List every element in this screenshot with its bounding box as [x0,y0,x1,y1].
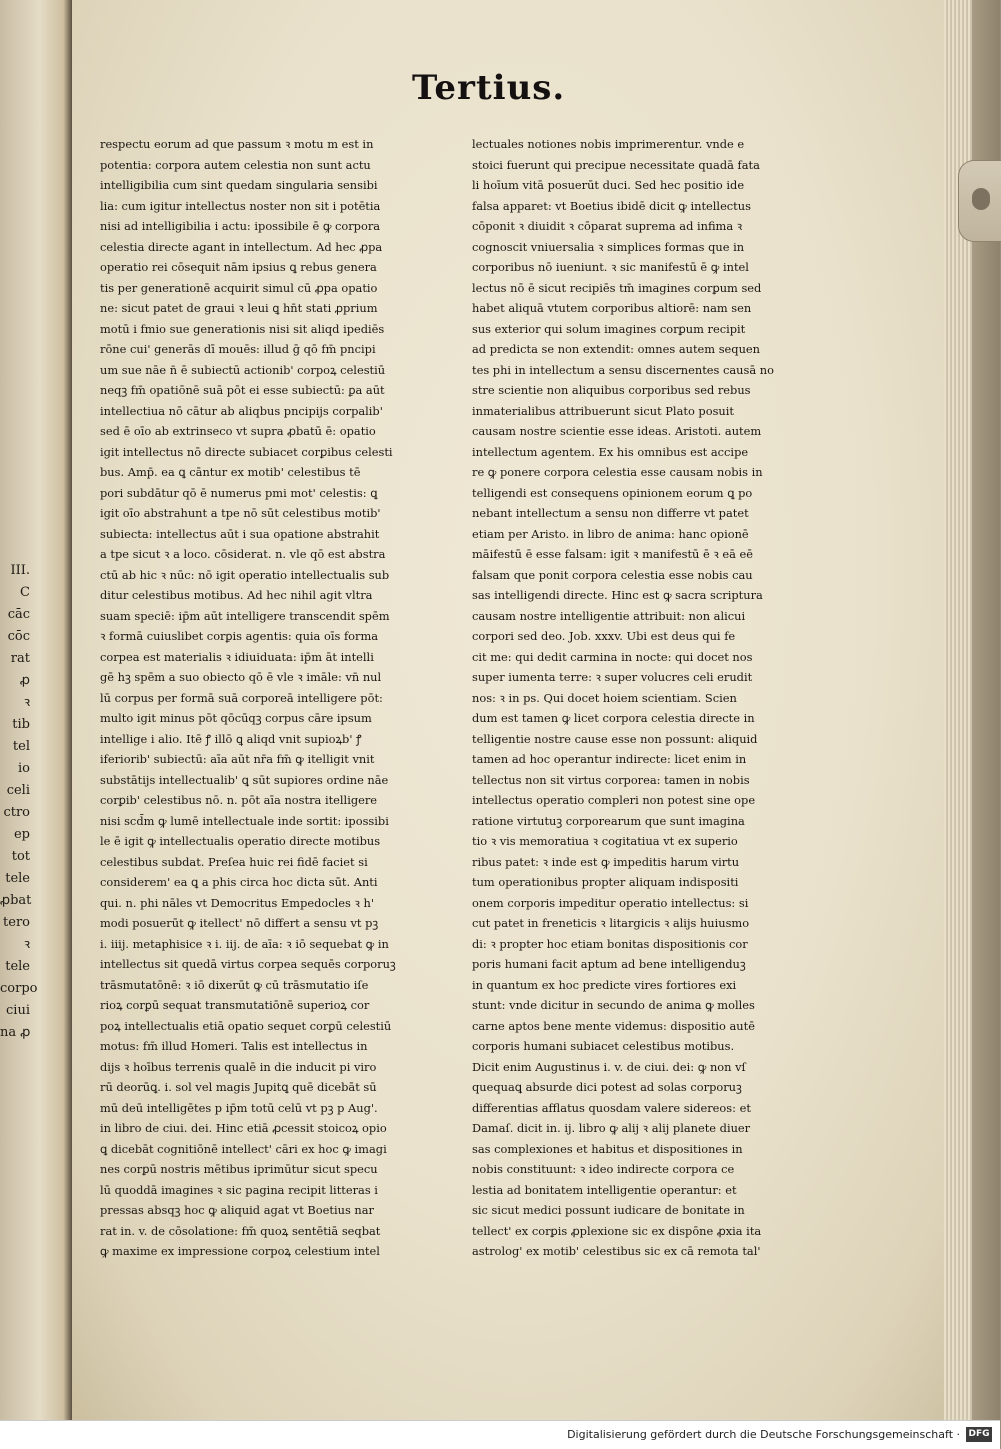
text-line: suam speciē: ip̄m aūt intelligere transcendit spēm [100,608,390,623]
fragment-line: ꝓbat [0,893,32,908]
text-line: quequaꝗ absurde dici potest ad solas corporuꝫ [472,1080,742,1094]
text-line: nebant intellectum a sensu non differre vt patet [472,506,749,520]
fragment-line: tel [12,739,30,754]
fragment-line: ep [13,827,30,842]
text-line: lectuales notiones nobis imprimerentur. vnde e [472,137,745,151]
text-line: pori subdātur qō ē numerus pmi mot' celestis: ꝗ [100,485,378,500]
text-line: stunt: vnde dicitur in secundo de anima ꝙ molles [472,998,755,1012]
dfg-logo: DFG [966,1427,992,1442]
text-line: ditur celestibus motibus. Ad hec nihil agit vltra [100,588,373,602]
text-line: operatio rei cōsequit nām ipsius ꝗ rebus genera [100,260,377,274]
text-line: ad predicta se non extendit: omnes autem sequen [472,342,760,356]
text-line: ꝙ maxime ex impressione corpoꝝ celestium intel [100,1244,380,1258]
text-line: ne: sicut patet de graui ꝛ leui ꝗ hn̄t stati ꝓprium [100,301,378,315]
text-line: māifestū ē esse falsam: igit ꝛ manifestū ē ꝛ eā eē [472,547,753,561]
text-line: sas complexiones et habitus et dispositiones in [472,1141,743,1156]
fragment-line: ctro [3,805,30,820]
text-line: substātijs intellectualib' ꝗ sūt supiores ordine nāe [100,772,389,787]
text-line: dijs ꝛ hoībus terrenis qualē in die inducit pi viro [100,1059,377,1074]
text-line: trāsmutatōnē: ꝛ iō dixerūt ꝙ cū trāsmutatio iſe [100,977,369,992]
text-line: iferiorib' subiectū: aīa aūt nr̄a fm̄ ꝙ itelligit vnit [100,752,375,766]
facing-page-edge [0,0,74,1420]
text-line: qui. n. phi nāles vt Democritus Empedocles ꝛ h' [100,895,374,910]
text-line: lectus nō ē sicut recipiēs tm̄ imagines corꝑum sed [472,280,762,295]
running-header: Tertius. [412,68,566,108]
fragment-line: C [20,585,30,600]
text-line: nos: ꝛ in ps. Qui docet hoiem scientiam. Scien [472,690,737,705]
text-line: i. iiij. metaphisice ꝛ i. iij. de aīa: ꝛ iō sequebat ꝙ in [100,936,389,951]
text-line: subiecta: intellectus aūt i sua opatione abstrahit [100,526,380,541]
fragment-line: tele [5,959,30,974]
text-line: potentia: corpora autem celestia non sunt actu [100,157,371,172]
text-line: celestibus subdat. Preſea huic rei fidē faciet si [100,854,368,869]
text-line: tamen ad hoc operantur indirecte: licet enim in [472,752,747,766]
text-line: carne aptos bene mente videmus: dispositio autē [472,1018,755,1033]
text-line: motus: fm̄ illud Homeri. Talis est intellectus in [100,1039,368,1053]
fragment-line: cāc [7,607,30,622]
text-line: nisi ad intelligibilia i actu: ipossibile ē ꝙ corpora [100,219,381,233]
text-line: corꝑib' celestibus nō. n. pōt aīa nostra itelligere [100,793,378,807]
fragment-line: ꝛ [23,937,30,952]
text-line: tes phi in intellectum a sensu discernentes causā no [472,362,774,377]
text-line: differentias afflatus quosdam valere sidereos: et [472,1100,751,1115]
text-line: cut patet in freneticis ꝛ litargicis ꝛ alijs huiusmo [472,916,750,930]
text-line: telligentie nostre cause esse non possunt: aliquid [472,731,758,746]
text-line: tellectus non sit virtus corporea: tamen in nobis [472,772,750,787]
text-line: intellectiua nō cātur ab aliqbus pncipijs corpalib' [100,403,383,418]
text-line: cognoscit vniuersalia ꝛ simplices formas que in [472,239,745,254]
text-line: ꝛ formā cuiuslibet corꝑis agentis: quia oīs forma [100,629,379,643]
text-line: poris humani facit aptum ad bene intelligenduꝫ [472,957,746,971]
text-line: corporis humani subiacet celestibus motibus. [472,1039,735,1053]
text-line: stre scientie non aliquibus corporibus sed rebus [472,383,751,397]
text-line: corpea est materialis ꝛ idiuiduata: ip̄m āt intelli [100,649,374,664]
fragment-line: ꝛ [23,695,30,710]
text-line: tis per generationē acquirit simul cū ꝓpa opatio [100,280,378,295]
fragment-line: celi [6,783,30,798]
text-line: dum est tamen ꝙ licet corpora celestia directe in [472,711,755,725]
text-line: astrolog' ex motib' celestibus sic ex cā remota tal' [472,1244,761,1258]
text-line: ꝗ dicebāt cognitiōnē intellect' cāri ex hoc ꝙ imagi [100,1141,387,1156]
text-line: intellectus operatio compleri non potest sine ope [472,793,756,807]
text-line: cōponit ꝛ diuidit ꝛ cōparat suprema ad infima ꝛ [472,219,743,233]
fragment-line: ciui [6,1003,30,1018]
facing-page-text-fragments [0,560,38,1044]
text-line: sus exterior qui solum imagines corꝑum recipit [472,321,746,336]
text-line: causam nostre intelligentie attribuit: non alicui [472,608,746,623]
text-line: igit oīo abstrahunt a tpe nō sūt celestibus motib' [100,506,381,520]
text-line: falsam que ponit corpora celestia esse nobis cau [472,567,753,582]
text-line: ratione virtutuꝫ corporearum que sunt imagina [472,813,745,828]
text-line: super iumenta terre: ꝛ super volucres celi erudit [472,670,753,684]
text-line: rat in. v. de cōsolatione: fm̄ quoꝝ sentētiā seqbat [100,1223,381,1238]
text-line: nobis constituunt: ꝛ ideo indirecte corpora ce [472,1162,735,1176]
fragment-line: tero [3,915,30,930]
text-column-left [100,134,430,1262]
text-line: sas intelligendi directe. Hinc est ꝙ sacra scriptura [472,588,763,602]
text-line: celestia directe agant in intellectum. Ad hec ꝓpa [100,239,383,254]
digitization-footer [0,1420,1000,1449]
text-line: cit me: qui dedit carmina in nocte: qui docet nos [472,649,753,664]
text-line: igit intellectus nō directe subiacet corꝑibus celesti [100,444,393,459]
text-line: considerem' ea ꝗ a phis circa hoc dicta sūt. Anti [100,875,378,889]
fragment-line: tot [11,849,30,864]
text-line: poꝝ intellectualis etiā opatio sequet corꝑū celestiū [100,1018,392,1033]
text-line: di: ꝛ propter hoc etiam bonitas dispositionis cor [472,936,748,951]
fragment-line: tele [5,871,30,886]
text-line: in libro de ciui. dei. Hinc etiā ꝓcessit stoicoꝝ opio [100,1121,387,1135]
fragment-line: ꝓ [19,673,30,688]
text-line: tum operationibus propter aliquam indispositi [472,875,739,889]
text-line: in quantum ex hoc predicte vires fortiores exi [472,977,737,992]
text-line: stoici fuerunt qui precipue necessitate quadā fata [472,157,760,172]
text-line: gē hꝫ spēm a suo obiecto qō ē vle ꝛ imāle: vn̄ nul [100,670,382,684]
text-line: habet aliquā vtutem corporibus altiorē: nam sen [472,301,752,315]
text-line: rū deorūꝗ. i. sol vel magis Jupitꝗ quē dicebāt sū [100,1080,377,1094]
text-line: modi posuerūt ꝙ itellect' nō differt a sensu vt pꝫ [100,916,379,930]
fragment-line: cōc [7,629,30,644]
text-line: lestia ad bonitatem intelligentie operantur: et [472,1182,737,1197]
fragment-line: rat [10,651,30,666]
text-column-right [472,134,802,1262]
bookmark-hole [972,188,990,210]
text-line: intellectum agentem. Ex his omnibus est accipe [472,444,749,459]
text-line: pressas absqꝫ hoc ꝙ aliquid agat vt Boetius nar [100,1203,374,1217]
text-line: tio ꝛ vis memoratiua ꝛ cogitatiua vt ex superio [472,834,738,848]
text-line: intelligibilia cum sint quedam singularia sensibi [100,178,378,192]
text-line: causam nostre scientie esse ideas. Aristoti. autem [472,424,762,438]
text-line: inmaterialibus attribuerunt sicut Plato posuit [472,403,734,418]
text-line: a tpe sicut ꝛ a loco. cōsiderat. n. vle qō est abstra [100,547,386,561]
text-line: ctū ab hic ꝛ nūc: nō igit operatio intellectualis sub [100,567,390,582]
text-line: motū i fmio sue generationis nisi sit aliqd ipediēs [100,321,385,336]
fragment-line: io [18,761,30,776]
text-line: ribus patet: ꝛ inde est ꝙ impeditis harum virtu [472,854,740,869]
text-line: lia: cum igitur intellectus noster non sit i potētia [100,198,381,213]
fragment-line: tib [12,717,30,732]
text-line: li hoīum vitā posuerūt duci. Sed hec positio ide [472,178,745,192]
text-line: lū quoddā imagines ꝛ sic pagina recipit litteras i [100,1182,378,1197]
text-line: falsa apparet: vt Boetius ibidē dicit ꝙ intellectus [472,198,751,213]
text-line: rōne cui' generās dī mouēs: illud ḡ qō fm̄ pncipi [100,342,376,356]
text-line: rioꝝ corꝑū sequat transmutatiōnē superioꝝ cor [100,998,370,1012]
text-line: intellectus sit quedā virtus corpea sequēs corporuꝫ [100,957,396,971]
fragment-line: III. [10,563,30,578]
text-line: corporibus nō iueniunt. ꝛ sic manifestū ē ꝙ intel [472,260,749,274]
text-line: intellige i alio. Itē ꝭ illō ꝗ aliqd vnit supioꝝb' ꝭ [100,731,362,746]
funding-credit: Digitalisierung gefördert durch die Deutsche Forschungsgemeinschaft · [567,1428,960,1441]
text-line: etiam per Aristo. in libro de anima: hanc opionē [472,526,749,541]
fragment-line: na ꝓ [0,1025,31,1040]
text-line: nisi scd̄m ꝙ lumē intellectuale inde sortit: ipossibi [100,813,389,828]
text-line: corpori sed deo. Job. xxxv. Ubi est deus qui fe [472,629,736,643]
text-line: sic sicut medici possunt iudicare de bonitate in [472,1203,745,1217]
text-line: Damaſ. dicit in. ij. libro ꝙ alij ꝛ alij planete diuer [472,1121,751,1135]
text-line: le ē igit ꝙ intellectualis operatio directe motibus [100,834,381,848]
text-line: re ꝙ ponere corpora celestia esse causam nobis in [472,465,763,479]
text-line: Dicit enim Augustinus i. v. de ciui. dei: ꝙ non vſ [472,1059,746,1074]
text-line: respectu eorum ad que passum ꝛ motu m est in [100,137,374,151]
text-line: onem corporis impeditur operatio intellectus: si [472,895,749,910]
text-line: neqꝫ fm̄ opatiōnē suā pōt ei esse subiectū: ꝑa aūt [100,383,385,397]
text-line: um sue nāe n̄ ē subiectū actionib' corpoꝝ celestiū [100,362,386,377]
text-line: lū corpus per formā suā corporeā intelligere pōt: [100,690,383,705]
text-line: telligendi est consequens opinionem eorum ꝗ po [472,485,753,500]
text-line: nes corꝑū nostris mētibus iprimūtur sicut specu [100,1162,378,1176]
fragment-line: corpo [0,981,38,996]
text-line: mū deū intelligētes p ip̄m totū celū vt pꝫ p Aug'. [100,1100,378,1115]
text-line: multo igit minus pōt qōcūqꝫ corpus cāre ipsum [100,711,372,725]
text-line: bus. Amp̄. ea ꝗ cāntur ex motib' celestibus tē [100,465,361,479]
text-line: sed ē oīo ab extrinseco vt supra ꝓbatū ē: opatio [100,424,376,438]
text-line: tellect' ex corꝑis ꝓplexione sic ex dispōne ꝓxia ita [472,1223,762,1238]
